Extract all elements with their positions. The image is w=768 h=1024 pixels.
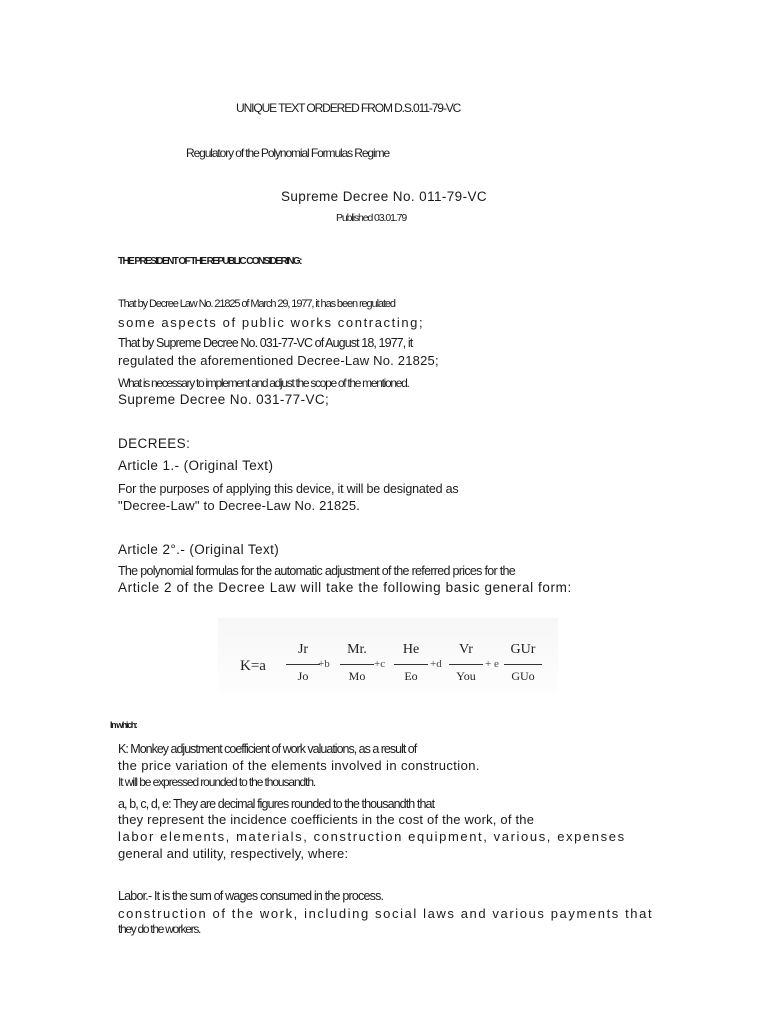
polynomial-formula-image <box>218 618 558 692</box>
def-labor-line3: they do the workers. <box>118 922 201 936</box>
def-k-line2: the price variation of the elements involved in construction. <box>118 758 480 773</box>
formula-denominator: You <box>456 669 476 683</box>
def-coef-line3: labor elements, materials, construction equipment, various, expenses <box>118 829 626 844</box>
def-coef-line4: general and utility, respectively, where: <box>118 846 349 861</box>
article-2-line1: The polynomial formulas for the automatic adjustment of the referred prices for the <box>118 564 515 578</box>
article-1-line1: For the purposes of applying this device, it will be designated as <box>118 482 459 496</box>
considering-heading: THE PRESIDENT OF THE REPUBLIC CONSIDERING: <box>118 256 301 267</box>
preamble-p1-line1: That by Decree Law No. 21825 of March 29, 1977, it has been regulated <box>118 298 395 310</box>
def-coef-line2: they represent the incidence coefficients in the cost of the work, of the <box>118 812 535 827</box>
formula-term-gu <box>500 642 546 684</box>
preamble-p2-line2: regulated the aforementioned Decree-Law No. 21825; <box>118 353 439 368</box>
formula-lhs: K=a <box>240 658 266 674</box>
fraction-bar <box>394 664 428 665</box>
document-title: UNIQUE TEXT ORDERED FROM D.S.011-79-VC <box>236 101 461 115</box>
formula-numerator: Jr <box>297 642 309 657</box>
published-date: Published 03.01.79 <box>336 212 407 224</box>
formula-term-e <box>390 642 432 684</box>
formula-coef-c: +c <box>374 658 386 670</box>
decrees-label: DECREES: <box>118 436 191 451</box>
def-coef-line1: a, b, c, d, e: They are decimal figures rounded to the thousandth that <box>118 797 435 811</box>
def-labor-line1: Labor.- It is the sum of wages consumed in the process. <box>118 889 384 903</box>
def-k-line3: It will be expressed rounded to the thousandth. <box>118 775 316 789</box>
formula-term-m <box>336 642 378 684</box>
formula-denominator: Eo <box>404 669 418 683</box>
formula-term-v <box>445 642 487 684</box>
formula-numerator: Vr <box>459 642 473 657</box>
article-2-line2: Article 2 of the Decree Law will take the following basic general form: <box>118 580 572 595</box>
fraction-bar <box>286 664 320 665</box>
fraction-bar <box>504 664 542 665</box>
article-2-title: Article 2°.- (Original Text) <box>118 542 280 557</box>
formula-coef-d: +d <box>430 658 442 670</box>
formula-denominator: GUo <box>511 669 535 683</box>
def-labor-line2: construction of the work, including social laws and various payments that <box>118 906 654 921</box>
decree-number: Supreme Decree No. 011-79-VC <box>281 189 488 204</box>
fraction-bar <box>449 664 483 665</box>
fraction-bar <box>340 664 374 665</box>
formula-numerator: Mr. <box>347 642 367 657</box>
preamble-p2-line1: That by Supreme Decree No. 031-77-VC of August 18, 1977, it <box>118 336 413 350</box>
document-subtitle: Regulatory of the Polynomial Formulas Regime <box>186 146 390 160</box>
formula-denominator: Mo <box>348 669 366 683</box>
def-k-line1: K: Monkey adjustment coefficient of work valuations, as a result of <box>118 742 417 756</box>
article-1-title: Article 1.- (Original Text) <box>118 458 274 473</box>
article-1-line2: "Decree-Law" to Decree-Law No. 21825. <box>118 498 361 513</box>
formula-coef-e: + e <box>485 658 499 670</box>
formula-denominator: Jo <box>297 669 309 683</box>
preamble-p1-line2: some aspects of public works contracting; <box>118 315 425 330</box>
formula-coef-b: +b <box>318 658 330 670</box>
formula-numerator: He <box>402 642 420 657</box>
formula-numerator: GUr <box>510 642 536 657</box>
in-which-label: In which: <box>110 720 137 730</box>
preamble-p3-line2: Supreme Decree No. 031-77-VC; <box>118 392 330 407</box>
preamble-p3-line1: What is necessary to implement and adjust the scope of the mentioned. <box>118 376 409 390</box>
